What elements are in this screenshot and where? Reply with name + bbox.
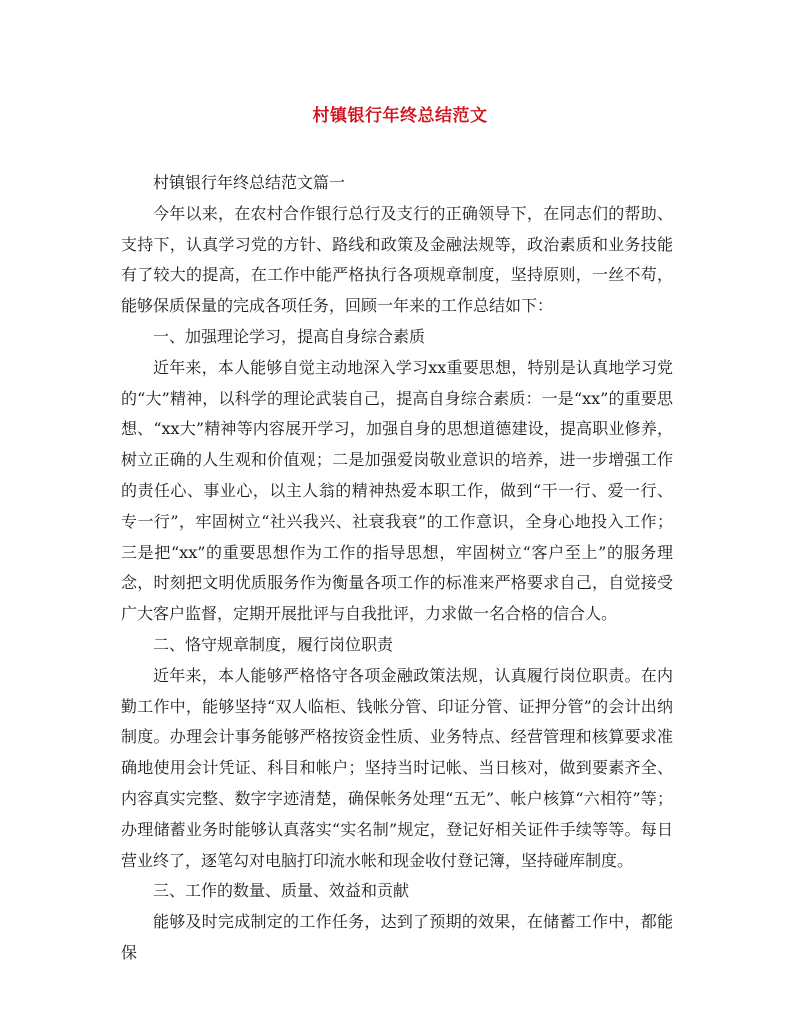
body-paragraph: 近年来，本人能够严格恪守各项金融政策法规，认真履行岗位职责。在内勤工作中，能够坚持“双人临柜、钱帐分管、印证分管、证押分管”的会计出纳制度。办理会计事务能够严格按资金性质、业务特点、经营管理和核算要求准确地使用会计凭证、科目和帐户；坚持当时记帐、当日核对，做到要素齐全、内容真实完整、数字字迹清楚，确保帐务处理“五无”、帐户核算“六相符”等；办理储蓄业务时能够认真落实“实名制”规定，登记好相关证件手续等等。每日营业终了，逐笔勾对电脑打印流水帐和现金收付登记簿，坚持碰库制度。 (121, 665, 673, 870)
body-paragraph: 今年以来，在农村合作银行总行及支行的正确领导下，在同志们的帮助、支持下，认真学习党的方针、路线和政策及金融法规等，政治素质和业务技能有了较大的提高，在工作中能严格执行各项规章制度，坚持原则，一丝不苟，能够保质保量的完成各项任务，回顾一年来的工作总结如下： (121, 203, 673, 316)
section-heading: 一、加强理论学习，提高自身综合素质 (153, 326, 426, 346)
body-paragraph: 近年来，本人能够自觉主动地深入学习xx重要思想，特别是认真地学习党的“大”精神，以科学的理论武装自己，提高自身综合素质：一是“xx”的重要思想、“xx大”精神等内容展开学习，加强自身的思想道德建设，提高职业修养，树立正确的人生观和价值观；二是加强爱岗敬业意识的培养，进一步增强工作的责任心、事业心，以主人翁的精神热爱本职工作，做到“干一行、爱一行、专一行”，牢固树立“社兴我兴、社衰我衰”的工作意识，全身心地投入工作；三是把“xx”的重要思想作为工作的指导思想，牢固树立“客户至上”的服务理念，时刻把文明优质服务作为衡量各项工作的标准来严格要求自己，自觉接受广大客户监督，定期开展批评与自我批评，力求做一名合格的信合人。 (121, 357, 673, 624)
section-heading: 三、工作的数量、质量、效益和贡献 (153, 881, 410, 901)
section-heading: 村镇银行年终总结范文篇一 (153, 173, 346, 192)
section-heading: 二、恪守规章制度，履行岗位职责 (153, 634, 394, 654)
document-title: 村镇银行年终总结范文 (312, 106, 488, 126)
body-paragraph: 能够及时完成制定的工作任务，达到了预期的效果，在储蓄工作中，都能保 (121, 912, 673, 962)
document-body (121, 168, 673, 969)
